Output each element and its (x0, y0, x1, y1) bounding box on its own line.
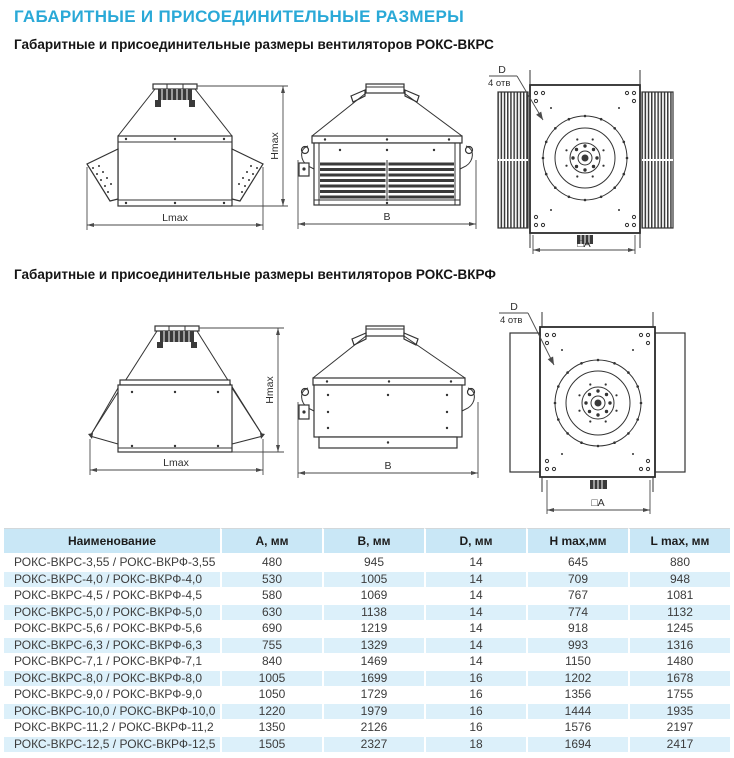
label-lmax: Lmax (163, 457, 189, 469)
dimension-cell: 1050 (220, 687, 322, 704)
drawing-vkrs-side-view (20, 60, 290, 260)
label-lmax: Lmax (162, 212, 188, 224)
column-header-lmax: L max, мм (628, 528, 730, 555)
model-name-cell: РОКС-ВКРС-6,3 / РОКС-ВКРФ-6,3 (4, 638, 220, 655)
dimension-cell: 1329 (322, 638, 424, 655)
drawing-vkrf-side-view (20, 300, 290, 485)
dimension-cell: 14 (424, 654, 526, 671)
model-name-cell: РОКС-ВКРС-4,0 / РОКС-ВКРФ-4,0 (4, 572, 220, 589)
table-header-row (4, 528, 730, 555)
dimension-cell: 945 (322, 555, 424, 572)
dimension-cell: 840 (220, 654, 322, 671)
dimension-cell: 16 (424, 671, 526, 688)
model-name-cell: РОКС-ВКРС-10,0 / РОКС-ВКРФ-10,0 (4, 704, 220, 721)
dimension-cell: 14 (424, 555, 526, 572)
column-header-d: D, мм (424, 528, 526, 555)
dimension-cell: 1005 (220, 671, 322, 688)
table-row (4, 572, 730, 589)
column-header-a: А, мм (220, 528, 322, 555)
drawing-vkrf-front-view (295, 300, 485, 480)
dimension-cell: 14 (424, 621, 526, 638)
dimension-cell: 530 (220, 572, 322, 589)
dimension-cell: 993 (526, 638, 628, 655)
table-row (4, 737, 730, 754)
dimension-cell: 1505 (220, 737, 322, 754)
label-d: D (510, 301, 518, 313)
dimension-cell: 2197 (628, 720, 730, 737)
table-row (4, 654, 730, 671)
dimension-cell: 1444 (526, 704, 628, 721)
column-header-hmax: Н max,мм (526, 528, 628, 555)
dimension-cell: 480 (220, 555, 322, 572)
dimension-cell: 16 (424, 720, 526, 737)
model-name-cell: РОКС-ВКРС-7,1 / РОКС-ВКРФ-7,1 (4, 654, 220, 671)
drawing-vkrs-front-view (295, 60, 485, 240)
label-hmax: Hmax (264, 376, 276, 404)
table-row (4, 638, 730, 655)
model-name-cell: РОКС-ВКРС-5,6 / РОКС-ВКРФ-5,6 (4, 621, 220, 638)
model-name-cell: РОКС-ВКРС-4,5 / РОКС-ВКРФ-4,5 (4, 588, 220, 605)
drawing-vkrf-top-view (475, 300, 734, 518)
dimension-cell: 1316 (628, 638, 730, 655)
dimension-cell: 1729 (322, 687, 424, 704)
dimension-cell: 16 (424, 704, 526, 721)
label-square-a: □A (591, 497, 605, 509)
dimension-cell: 1469 (322, 654, 424, 671)
dimension-cell: 580 (220, 588, 322, 605)
dimension-cell: 14 (424, 605, 526, 622)
dimension-cell: 1245 (628, 621, 730, 638)
dimension-cell: 755 (220, 638, 322, 655)
model-name-cell: РОКС-ВКРС-12,5 / РОКС-ВКРФ-12,5 (4, 737, 220, 754)
dimension-cell: 14 (424, 638, 526, 655)
dimension-cell: 774 (526, 605, 628, 622)
dimension-cell: 1132 (628, 605, 730, 622)
dimension-cell: 1150 (526, 654, 628, 671)
dimension-cell: 880 (628, 555, 730, 572)
dimension-cell: 1576 (526, 720, 628, 737)
dimension-cell: 1219 (322, 621, 424, 638)
model-name-cell: РОКС-ВКРС-11,2 / РОКС-ВКРФ-11,2 (4, 720, 220, 737)
dimensions-table (4, 528, 730, 753)
column-header-name: Наименование (4, 528, 220, 555)
dimension-cell: 645 (526, 555, 628, 572)
table-row (4, 671, 730, 688)
dimension-cell: 18 (424, 737, 526, 754)
section-subtitle-vkrs: Габаритные и присоединительные размеры вентиляторов РОКС-ВКРС (14, 37, 494, 52)
dimension-cell: 1220 (220, 704, 322, 721)
dimension-cell: 1005 (322, 572, 424, 589)
model-name-cell: РОКС-ВКРС-5,0 / РОКС-ВКРФ-5,0 (4, 605, 220, 622)
dimension-cell: 1081 (628, 588, 730, 605)
dimension-cell: 948 (628, 572, 730, 589)
section-subtitle-vkrf: Габаритные и присоединительные размеры вентиляторов РОКС-ВКРФ (14, 267, 496, 282)
dimension-cell: 709 (526, 572, 628, 589)
drawing-vkrs-top-view (475, 62, 734, 258)
model-name-cell: РОКС-ВКРС-3,55 / РОКС-ВКРФ-3,55 (4, 555, 220, 572)
label-4otv: 4 отв (488, 78, 511, 89)
dimension-cell: 1138 (322, 605, 424, 622)
dimension-cell: 1480 (628, 654, 730, 671)
table-row (4, 555, 730, 572)
dimension-cell: 1699 (322, 671, 424, 688)
dimension-cell: 767 (526, 588, 628, 605)
dimension-cell: 2126 (322, 720, 424, 737)
table-row (4, 588, 730, 605)
dimension-cell: 690 (220, 621, 322, 638)
dimension-cell: 14 (424, 572, 526, 589)
model-name-cell: РОКС-ВКРС-9,0 / РОКС-ВКРФ-9,0 (4, 687, 220, 704)
dimension-cell: 1069 (322, 588, 424, 605)
label-4otv: 4 отв (500, 315, 523, 326)
dimension-cell: 630 (220, 605, 322, 622)
label-hmax: Hmax (269, 132, 281, 160)
dimension-cell: 1694 (526, 737, 628, 754)
dimension-cell: 1356 (526, 687, 628, 704)
dimension-cell: 1935 (628, 704, 730, 721)
label-b: B (383, 211, 391, 223)
dimension-cell: 1350 (220, 720, 322, 737)
dimension-cell: 2327 (322, 737, 424, 754)
dimension-cell: 16 (424, 687, 526, 704)
dimension-cell: 1678 (628, 671, 730, 688)
column-header-b: В, мм (322, 528, 424, 555)
dimension-cell: 14 (424, 588, 526, 605)
dimension-cell: 918 (526, 621, 628, 638)
dimension-cell: 1755 (628, 687, 730, 704)
table-row (4, 720, 730, 737)
table-row (4, 621, 730, 638)
label-square-a: □A (577, 238, 591, 250)
label-b: B (384, 460, 392, 472)
dimension-cell: 1202 (526, 671, 628, 688)
dimension-cell: 2417 (628, 737, 730, 754)
table-row (4, 687, 730, 704)
page-title: ГАБАРИТНЫЕ И ПРИСОЕДИНИТЕЛЬНЫЕ РАЗМЕРЫ (14, 7, 465, 26)
label-d: D (498, 64, 506, 76)
table-body (4, 555, 730, 753)
table-row (4, 704, 730, 721)
dimension-cell: 1979 (322, 704, 424, 721)
table-row (4, 605, 730, 622)
model-name-cell: РОКС-ВКРС-8,0 / РОКС-ВКРФ-8,0 (4, 671, 220, 688)
